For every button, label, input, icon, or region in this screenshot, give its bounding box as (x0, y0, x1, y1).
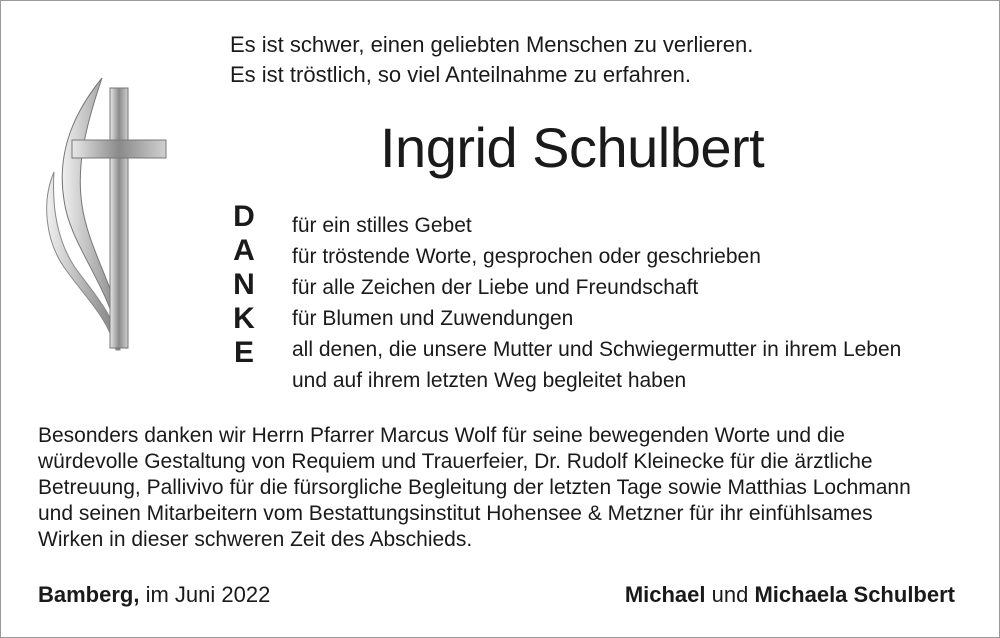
intro-line: Es ist schwer, einen geliebten Menschen zu verlieren. (230, 32, 754, 57)
danke-letter: D (233, 200, 255, 233)
paragraph-line: Besonders danken wir Herrn Pfarrer Marcus Wolf für seine bewegenden Worte und die (38, 424, 845, 447)
danke-letter: N (233, 268, 255, 301)
paragraph-line: Betreuung, Pallivivo für die fürsorgliche Begleitung der letzten Tage sowie Matthias Lochmann (38, 476, 911, 499)
acknowledgement-paragraph (38, 423, 968, 553)
paragraph-line: Wirken in dieser schweren Zeit des Abschieds. (38, 528, 473, 551)
danke-letter: K (233, 302, 255, 335)
date: im Juni 2022 (145, 582, 271, 607)
deceased-name: Ingrid Schulbert (380, 116, 765, 179)
thanks-line: all denen, die unsere Mutter und Schwiegermutter in ihrem Leben (292, 338, 902, 361)
thanks-line: für tröstende Worte, gesprochen oder geschrieben (292, 245, 761, 268)
signer-name: Michaela Schulbert (754, 582, 955, 607)
thanks-line: für Blumen und Zuwendungen (292, 307, 574, 330)
place-date (38, 582, 270, 608)
signer-name: Michael (624, 582, 706, 607)
place: Bamberg, (38, 582, 140, 607)
thanks-list (292, 210, 901, 396)
intro-line: Es ist tröstlich, so viel Anteilnahme zu erfahren. (230, 62, 691, 87)
danke-acrostic (228, 200, 260, 370)
thanks-line: für alle Zeichen der Liebe und Freundschaft (292, 276, 699, 299)
danke-letter: E (233, 336, 254, 369)
thanks-line: und auf ihrem letzten Weg begleitet haben (292, 369, 687, 392)
signer-connector: und (711, 582, 749, 607)
danke-letter: A (233, 234, 255, 267)
paragraph-line: und seinen Mitarbeitern vom Bestattungsinstitut Hohensee & Metzner für ihr einfühlsames (38, 502, 873, 525)
intro-text (230, 30, 753, 90)
signers (625, 582, 955, 608)
cross-flame-icon (36, 70, 176, 360)
paragraph-line: würdevolle Gestaltung von Requiem und Trauerfeier, Dr. Rudolf Kleinecke für die ärztliche (38, 450, 873, 473)
thanks-line: für ein stilles Gebet (292, 214, 472, 237)
